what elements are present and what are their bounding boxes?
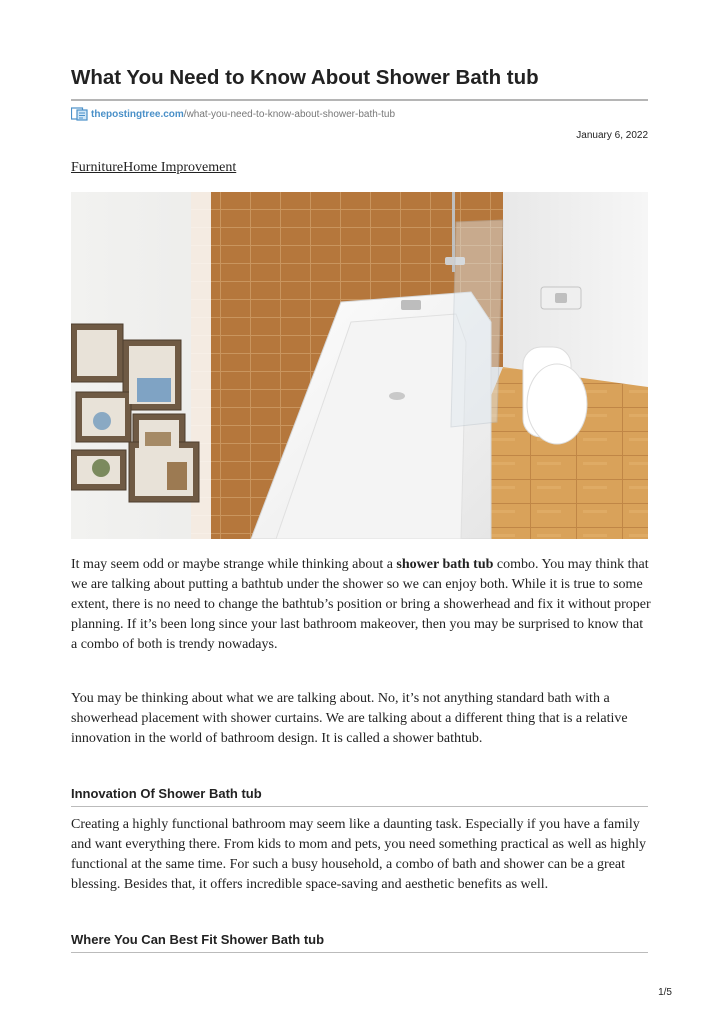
link-page-icon bbox=[71, 107, 88, 121]
category-links bbox=[71, 160, 236, 176]
source-path[interactable]: /what-you-need-to-know-about-shower-bath-tub bbox=[183, 108, 396, 120]
intro-text-end: combo. You may think that we are talking about putting a bathtub under the shower so we can enjoy both. While it is true to some extent, there is no need to change the bathtub’s position or bring a showerhead and fix it without proper planning. If it’s been long since your last bathroom makeover, then you may be surprised to know that a combo of both is trendy nowadays. bbox=[71, 557, 651, 652]
category-link-home-improvement[interactable]: Home Improvement bbox=[123, 160, 237, 175]
keyword-shower-bath-tub: shower bath tub bbox=[396, 557, 494, 572]
category-link-furniture[interactable]: Furniture bbox=[71, 160, 124, 175]
hero-image-bathroom bbox=[71, 192, 648, 539]
heading-divider bbox=[71, 806, 648, 807]
page-indicator: 1/5 bbox=[658, 987, 672, 998]
page-title: What You Need to Know About Shower Bath tub bbox=[71, 66, 539, 89]
paragraph-innovation: Creating a highly functional bathroom may seem like a daunting task. Especially if you have a family and want everything there. From kids to mom and pets, you need something practical as well as highly functional at the same time. For such a busy household, a combo of bath and shower can be a great blessing. Besides that, it offers incredible space-saving and aesthetic benefits as well. bbox=[71, 817, 647, 892]
publish-date: January 6, 2022 bbox=[576, 130, 648, 141]
heading-divider bbox=[71, 952, 648, 953]
heading-innovation: Innovation Of Shower Bath tub bbox=[71, 786, 262, 801]
bathroom-illustration bbox=[71, 192, 648, 539]
paragraph-explanation: You may be thinking about what we are talking about. No, it’s not anything standard bath with a showerhead placement with shower curtains. We are talking about a different thing that is a relative innovation in the world of bathroom design. It is called a shower bathtub. bbox=[71, 691, 628, 746]
title-divider bbox=[71, 99, 648, 101]
intro-text-start: It may seem odd or maybe strange while thinking about a bbox=[71, 557, 397, 572]
heading-where-to-fit: Where You Can Best Fit Shower Bath tub bbox=[71, 932, 325, 947]
paragraph-intro bbox=[71, 555, 651, 655]
source-url[interactable] bbox=[71, 106, 395, 122]
source-domain[interactable]: thepostingtree.com bbox=[91, 108, 184, 120]
